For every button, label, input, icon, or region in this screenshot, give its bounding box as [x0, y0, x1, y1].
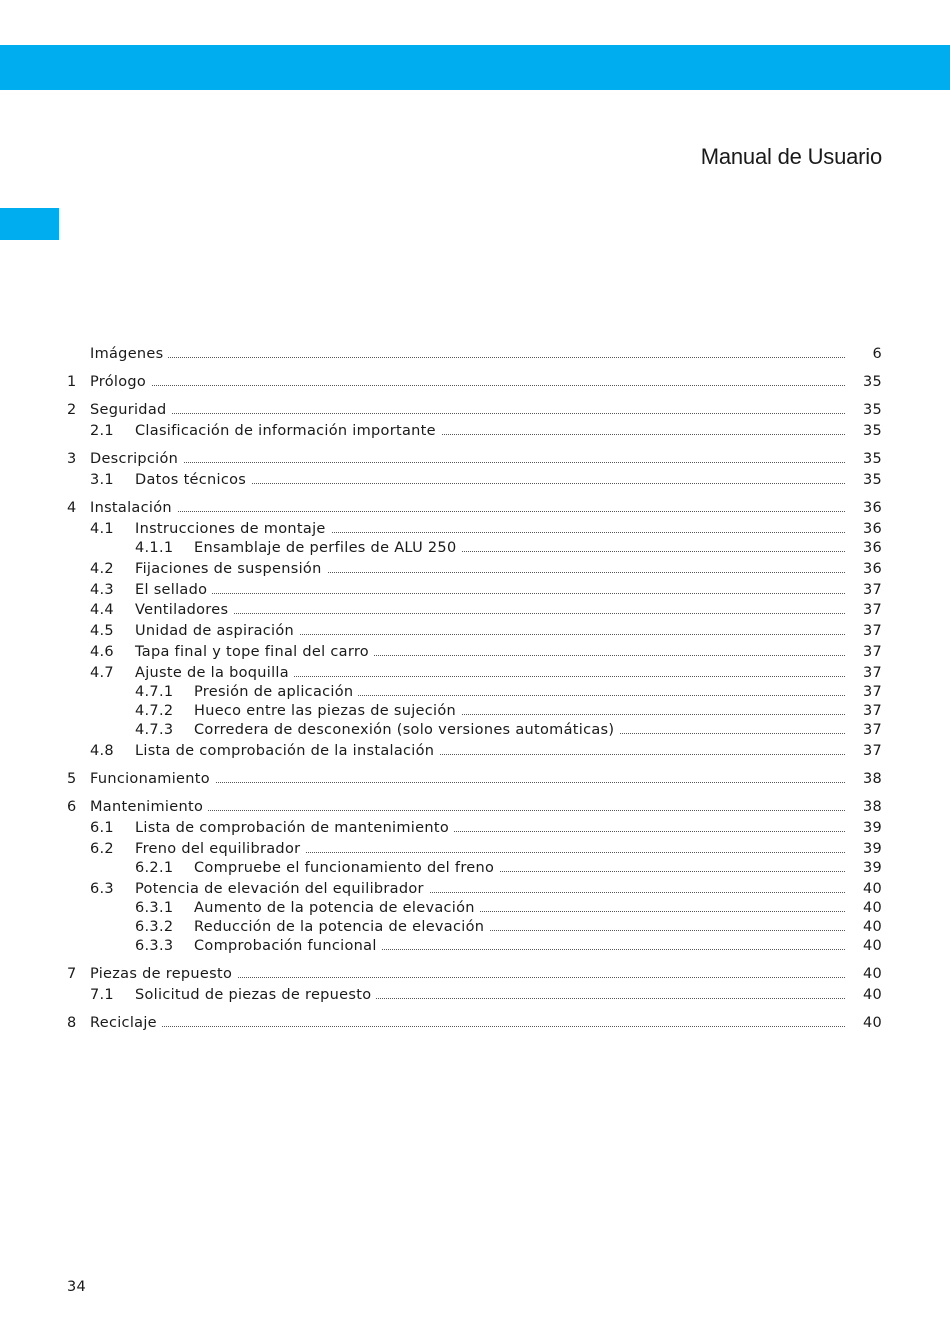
toc-entry-number: 2: [67, 402, 77, 418]
toc-entry-title: Compruebe el funcionamiento del freno: [194, 858, 499, 878]
chapter-tab-marker: [0, 208, 59, 240]
toc-entry[interactable]: [0, 964, 950, 984]
toc-entry-title: Solicitud de piezas de repuesto: [135, 985, 376, 1005]
toc-entry-title: Funcionamiento: [90, 769, 215, 789]
toc-entry-title: Seguridad: [90, 400, 172, 420]
toc-entry-page: 37: [862, 665, 882, 681]
toc-entry[interactable]: [0, 344, 950, 364]
toc-entry-title: Reciclaje: [90, 1013, 162, 1033]
toc-dot-leader: [90, 462, 845, 463]
toc-entry-page: 35: [862, 374, 882, 390]
toc-entry-title: Mantenimiento: [90, 797, 208, 817]
toc-entry[interactable]: [0, 400, 950, 420]
toc-entry-title: Ventiladores: [135, 600, 233, 620]
toc-entry-number: 3.1: [90, 472, 114, 488]
toc-entry-number: 6.2: [90, 841, 114, 857]
toc-entry-page: 37: [862, 703, 882, 719]
toc-entry-number: 4.1: [90, 521, 114, 537]
toc-entry-number: 6.3.1: [135, 900, 174, 916]
toc-entry-page: 40: [862, 966, 882, 982]
toc-entry-page: 35: [862, 451, 882, 467]
toc-entry-page: 35: [862, 423, 882, 439]
toc-entry[interactable]: [0, 559, 950, 579]
toc-entry-number: 7: [67, 966, 77, 982]
toc-entry[interactable]: [0, 741, 950, 761]
toc-entry-number: 6.2.1: [135, 860, 174, 876]
toc-entry-title: Piezas de repuesto: [90, 964, 237, 984]
toc-entry-title: Aumento de la potencia de elevación: [194, 898, 480, 918]
toc-entry-number: 6.3.2: [135, 919, 174, 935]
toc-entry[interactable]: [0, 682, 950, 702]
toc-dot-leader: [135, 593, 845, 594]
toc-entry-title: Ensamblaje de perfiles de ALU 250: [194, 538, 461, 558]
toc-entry-title: Comprobación funcional: [194, 936, 382, 956]
toc-entry-number: 1: [67, 374, 77, 390]
toc-entry-number: 4.7.1: [135, 684, 174, 700]
toc-entry-page: 40: [862, 987, 882, 1003]
toc-entry[interactable]: [0, 701, 950, 721]
toc-entry[interactable]: [0, 519, 950, 539]
toc-entry-number: 4.5: [90, 623, 114, 639]
toc-entry-page: 37: [862, 684, 882, 700]
toc-entry-page: 40: [862, 900, 882, 916]
toc-entry[interactable]: [0, 879, 950, 899]
toc-entry-title: Imágenes: [90, 344, 168, 364]
toc-entry-title: Descripción: [90, 449, 183, 469]
toc-entry-page: 35: [862, 402, 882, 418]
toc-entry[interactable]: [0, 985, 950, 1005]
page-title: Manual de Usuario: [700, 144, 882, 169]
toc-entry-number: 8: [67, 1015, 77, 1031]
toc-entry-number: 4.7.3: [135, 722, 174, 738]
toc-entry-page: 35: [862, 472, 882, 488]
toc-dot-leader: [90, 413, 845, 414]
toc-entry-title: Clasificación de información importante: [135, 421, 441, 441]
toc-dot-leader: [90, 511, 845, 512]
toc-entry-title: Presión de aplicación: [194, 682, 358, 702]
toc-entry-page: 38: [862, 799, 882, 815]
toc-entry[interactable]: [0, 797, 950, 817]
toc-entry-page: 37: [862, 582, 882, 598]
toc-entry-page: 37: [862, 722, 882, 738]
toc-entry[interactable]: [0, 936, 950, 956]
toc-entry-page: 38: [862, 771, 882, 787]
toc-entry[interactable]: [0, 663, 950, 683]
toc-entry-title: Lista de comprobación de mantenimiento: [135, 818, 454, 838]
toc-entry-number: 6.3.3: [135, 938, 174, 954]
toc-entry[interactable]: [0, 470, 950, 490]
toc-entry-number: 4.7.2: [135, 703, 174, 719]
toc-entry[interactable]: [0, 720, 950, 740]
toc-entry[interactable]: [0, 858, 950, 878]
toc-dot-leader: [90, 357, 845, 358]
toc-entry-number: 4.8: [90, 743, 114, 759]
toc-entry-title: Instalación: [90, 498, 177, 518]
page-number: 34: [67, 1279, 87, 1295]
toc-entry[interactable]: [0, 538, 950, 558]
toc-entry-number: 4.1.1: [135, 540, 174, 556]
toc-entry[interactable]: [0, 449, 950, 469]
toc-entry-number: 4.4: [90, 602, 114, 618]
header-color-band: [0, 45, 950, 90]
toc-entry-page: 40: [862, 938, 882, 954]
toc-entry-title: Freno del equilibrador: [135, 839, 305, 859]
toc-entry-title: Unidad de aspiración: [135, 621, 299, 641]
toc-entry[interactable]: [0, 839, 950, 859]
toc-entry[interactable]: [0, 917, 950, 937]
toc-entry-title: Tapa final y tope final del carro: [135, 642, 374, 662]
toc-entry-title: Reducción de la potencia de elevación: [194, 917, 489, 937]
toc-entry-page: 37: [862, 743, 882, 759]
toc-entry-number: 6.3: [90, 881, 114, 897]
toc-entry-page: 36: [862, 500, 882, 516]
toc-entry-page: 39: [862, 860, 882, 876]
toc-entry[interactable]: [0, 621, 950, 641]
toc-entry[interactable]: [0, 898, 950, 918]
toc-entry-title: Corredera de desconexión (solo versiones automáticas): [194, 720, 619, 740]
toc-entry-page: 36: [862, 561, 882, 577]
toc-entry-page: 6: [872, 346, 882, 362]
toc-entry-title: El sellado: [135, 580, 212, 600]
toc-entry-page: 37: [862, 602, 882, 618]
toc-dot-leader: [135, 613, 845, 614]
toc-entry-number: 4.6: [90, 644, 114, 660]
toc-entry-number: 4.3: [90, 582, 114, 598]
toc-entry[interactable]: [0, 421, 950, 441]
toc-entry-title: Ajuste de la boquilla: [135, 663, 294, 683]
toc-dot-leader: [90, 385, 845, 386]
toc-entry-page: 39: [862, 820, 882, 836]
toc-entry[interactable]: [0, 642, 950, 662]
toc-entry-number: 7.1: [90, 987, 114, 1003]
toc-entry-title: Datos técnicos: [135, 470, 251, 490]
toc-entry[interactable]: [0, 818, 950, 838]
toc-entry-page: 36: [862, 540, 882, 556]
toc-entry-page: 36: [862, 521, 882, 537]
toc-entry-number: 3: [67, 451, 77, 467]
toc-entry[interactable]: [0, 498, 950, 518]
toc-entry-page: 40: [862, 919, 882, 935]
toc-entry-number: 6: [67, 799, 77, 815]
toc-entry[interactable]: [0, 580, 950, 600]
toc-entry-number: 4.7: [90, 665, 114, 681]
toc-entry-number: 4: [67, 500, 77, 516]
toc-entry-number: 2.1: [90, 423, 114, 439]
toc-entry-page: 37: [862, 644, 882, 660]
toc-entry-number: 5: [67, 771, 77, 787]
toc-entry[interactable]: [0, 769, 950, 789]
toc-dot-leader: [90, 1026, 845, 1027]
toc-entry-page: 40: [862, 1015, 882, 1031]
toc-entry-title: Potencia de elevación del equilibrador: [135, 879, 429, 899]
toc-entry-title: Hueco entre las piezas de sujeción: [194, 701, 461, 721]
toc-entry-page: 37: [862, 623, 882, 639]
toc-entry-number: 4.2: [90, 561, 114, 577]
toc-entry-title: Instrucciones de montaje: [135, 519, 331, 539]
toc-entry[interactable]: [0, 372, 950, 392]
toc-entry-page: 40: [862, 881, 882, 897]
toc-entry-title: Prólogo: [90, 372, 151, 392]
toc-entry[interactable]: [0, 600, 950, 620]
toc-entry-title: Fijaciones de suspensión: [135, 559, 327, 579]
toc-entry-page: 39: [862, 841, 882, 857]
toc-entry-number: 6.1: [90, 820, 114, 836]
toc-entry[interactable]: [0, 1013, 950, 1033]
toc-entry-title: Lista de comprobación de la instalación: [135, 741, 439, 761]
